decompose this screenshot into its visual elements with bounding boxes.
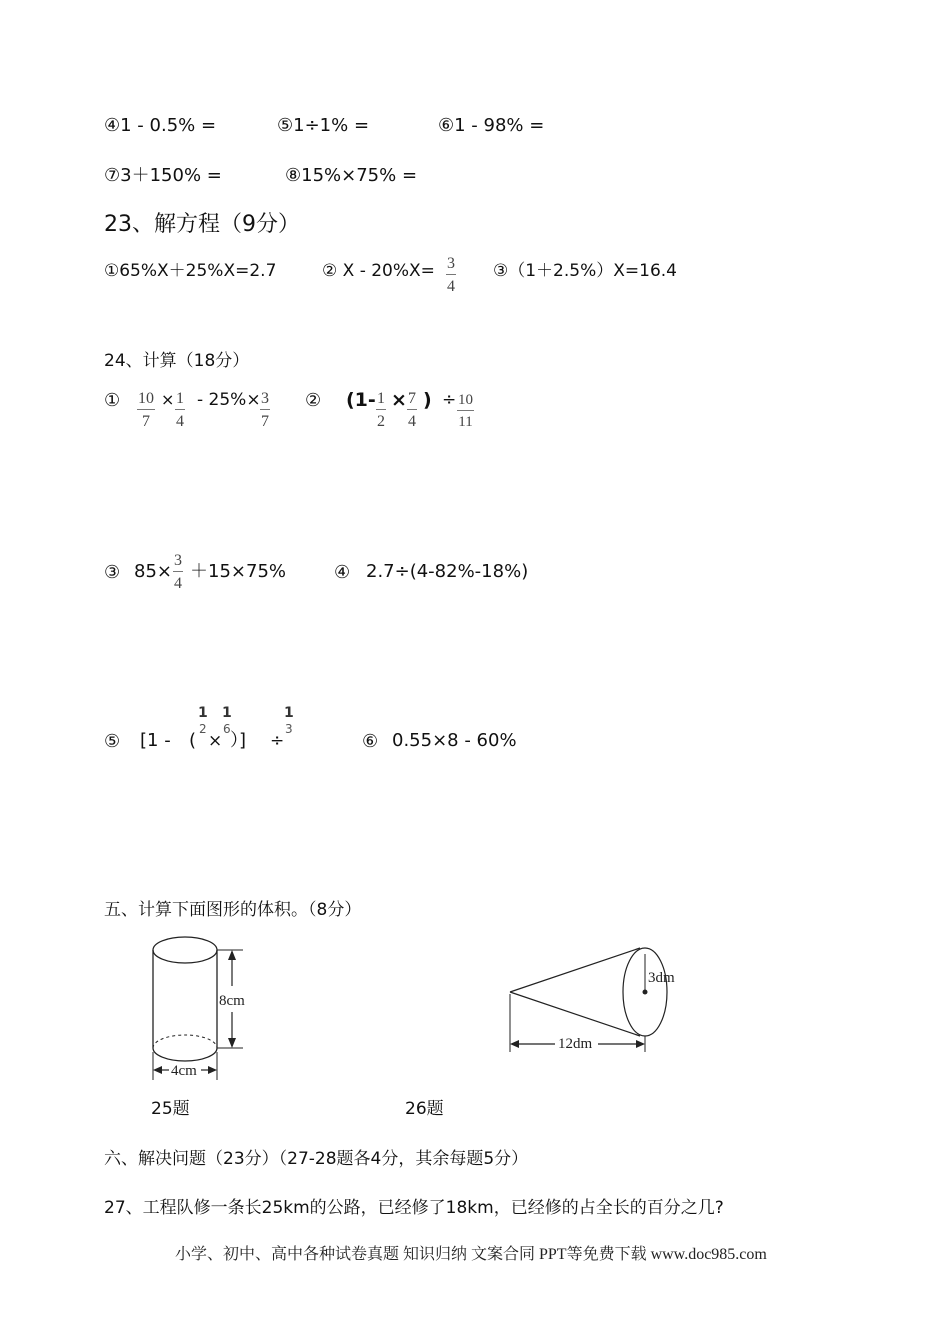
- denominator: 7: [142, 413, 150, 430]
- denominator: 11: [458, 414, 473, 430]
- denominator: 6: [223, 722, 231, 736]
- arrowhead-up: [228, 950, 236, 960]
- calc-2-fraction-b: [407, 391, 417, 430]
- calc-5-label: ⑤: [104, 731, 121, 752]
- height-label: 8cm: [219, 993, 245, 1009]
- width-label: 4cm: [171, 1063, 197, 1079]
- section-23-title: 23、解方程（9分）: [104, 212, 300, 237]
- calc-4-expression: 2.7÷(4-82%-18%): [366, 561, 529, 582]
- divide-sign: ÷: [270, 731, 285, 751]
- arrowhead-left: [153, 1066, 162, 1074]
- calc-4-label: ④: [334, 562, 351, 583]
- cone-lower-edge: [510, 992, 640, 1036]
- section-24-title: 24、计算（18分）: [104, 351, 250, 371]
- question-27: 27、工程队修一条长25km的公路，已经修了18km，已经修的占全长的百分之几?: [104, 1198, 724, 1218]
- section-6-title: 六、解决问题（23分）（27-28题各4分，其余每题5分）: [104, 1149, 529, 1169]
- problem-5: ⑤1÷1% =: [277, 115, 370, 136]
- times-sign: ×: [161, 390, 175, 409]
- calc-3-prefix: 85×: [134, 561, 172, 582]
- cylinder-top: [153, 937, 217, 963]
- numerator: 1: [222, 705, 232, 721]
- calc-1-fraction-c: [260, 391, 270, 430]
- equation-1: ①65%X＋25%X=2.7: [104, 261, 277, 281]
- calc-2-close: ): [423, 389, 432, 411]
- calc-5-prefix: [1 -: [140, 730, 171, 751]
- cylinder-bottom-hidden: [153, 1035, 217, 1048]
- numerator: 3: [260, 391, 270, 410]
- cylinder-bottom: [153, 1048, 217, 1061]
- length-label: 12dm: [558, 1036, 593, 1052]
- radius-label: 3dm: [648, 970, 675, 986]
- problem-6: ⑥1 - 98% =: [438, 115, 545, 136]
- calc-3-suffix: ＋15×75%: [190, 561, 286, 582]
- numerator: 1: [376, 391, 386, 410]
- figure-26-caption: 26题: [405, 1099, 444, 1119]
- calc-2-fraction-c: [457, 393, 474, 430]
- equation-3: ③（1＋2.5%）X=16.4: [493, 261, 677, 281]
- denominator: 4: [176, 413, 184, 430]
- figure-25-caption: 25题: [151, 1099, 190, 1119]
- numerator: 1: [284, 705, 294, 721]
- equation-2: ② X - 20%X=: [322, 261, 435, 281]
- denominator: 3: [285, 722, 293, 736]
- denominator: 4: [174, 575, 182, 592]
- equation-2-fraction: [446, 256, 456, 295]
- calc-1-fraction-b: [175, 391, 185, 430]
- denominator: 4: [408, 413, 416, 430]
- numerator: 7: [407, 391, 417, 410]
- numerator: 1: [198, 705, 208, 721]
- problem-8: ⑧15%×75% =: [285, 165, 418, 186]
- times-sign: ×: [391, 389, 407, 411]
- calc-5-fraction-c: [283, 706, 295, 735]
- arrowhead-right: [636, 1040, 645, 1048]
- calc-2-fraction-a: [376, 391, 386, 430]
- calc-5-fraction-a: [197, 706, 209, 735]
- cone-upper-edge: [510, 948, 640, 992]
- numerator: 3: [446, 256, 456, 275]
- calc-1-fraction-a: [137, 391, 155, 430]
- page-footer: 小学、初中、高中各种试卷真题 知识归纳 文案合同 PPT等免费下载 www.doc985.com: [175, 1246, 767, 1263]
- numerator: 10: [137, 391, 155, 410]
- cone-figure: [500, 944, 690, 1054]
- numerator: 1: [175, 391, 185, 410]
- calc-2-label: ②: [305, 390, 322, 411]
- section-5-title: 五、计算下面图形的体积。（8分）: [104, 900, 362, 920]
- problem-7: ⑦3＋150% =: [104, 165, 222, 186]
- denominator: 7: [261, 413, 269, 430]
- arrowhead-left: [510, 1040, 519, 1048]
- arrowhead-right: [208, 1066, 217, 1074]
- calc-5-open: (: [189, 730, 197, 751]
- calc-1-label: ①: [104, 390, 121, 411]
- calc-1-middle: - 25%×: [197, 390, 261, 410]
- denominator: 4: [447, 278, 455, 295]
- calc-2-open: (1-: [346, 389, 376, 411]
- calc-3-label: ③: [104, 562, 121, 583]
- calc-3-fraction: [173, 553, 183, 592]
- arrowhead-down: [228, 1038, 236, 1048]
- divide-sign: ÷: [442, 390, 457, 410]
- problem-4: ④1 - 0.5% =: [104, 115, 217, 136]
- cylinder-figure: [145, 930, 265, 1085]
- calc-6-expression: 0.55×8 - 60%: [392, 730, 517, 751]
- numerator: 3: [173, 553, 183, 572]
- times-sign: ×: [208, 731, 223, 751]
- numerator: 10: [457, 393, 474, 411]
- denominator: 2: [199, 722, 207, 736]
- calc-6-label: ⑥: [362, 731, 379, 752]
- denominator: 2: [377, 413, 385, 430]
- calc-5-close: ）]: [230, 730, 247, 751]
